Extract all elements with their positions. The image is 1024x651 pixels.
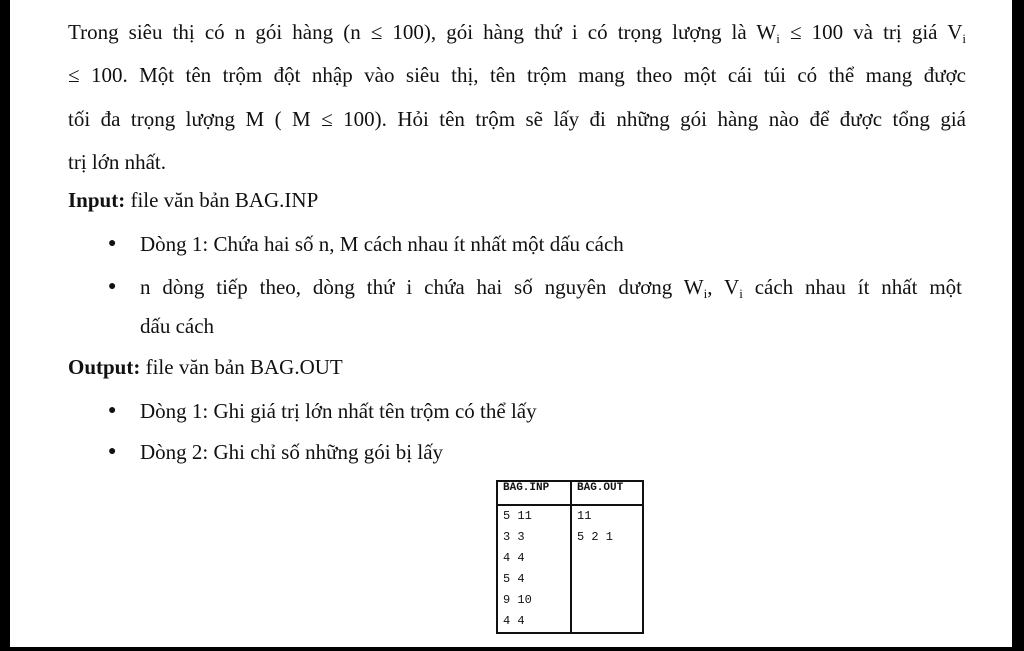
table-row — [497, 527, 643, 548]
out-cell — [571, 590, 643, 611]
document-page — [10, 0, 1012, 647]
problem-line-4: trị lớn nhất. — [68, 150, 167, 174]
output-heading: Output: file văn bản BAG.OUT — [68, 355, 343, 379]
out-cell — [571, 569, 643, 590]
bullet-icon: ● — [108, 279, 117, 294]
table-row — [497, 611, 643, 633]
table-row — [497, 548, 643, 569]
header-bag-inp: BAG.INP — [497, 481, 571, 505]
output-bullet-2: Dòng 2: Ghi chỉ số những gói bị lấy — [140, 440, 444, 464]
inp-cell: 5 4 — [497, 569, 571, 590]
out-cell — [571, 548, 643, 569]
output-bullet-1: Dòng 1: Ghi giá trị lớn nhất tên trộm có thể lấy — [140, 399, 537, 423]
inp-cell: 9 10 — [497, 590, 571, 611]
table-header-row — [497, 481, 643, 505]
header-bag-out: BAG.OUT — [571, 481, 643, 505]
out-cell: 11 — [571, 505, 643, 527]
inp-cell: 4 4 — [497, 548, 571, 569]
table-row — [497, 505, 643, 527]
bullet-icon: ● — [108, 444, 117, 459]
input-heading: Input: file văn bản BAG.INP — [68, 188, 319, 212]
bullet-icon: ● — [108, 236, 117, 251]
input-bullet-2-cont: dấu cách — [140, 314, 215, 338]
problem-line-3: tối đa trọng lượng M ( M ≤ 100). Hỏi tên trộm sẽ lấy đi những gói hàng nào để được tổng giá — [68, 107, 966, 131]
out-cell: 5 2 1 — [571, 527, 643, 548]
output-label: Output: — [68, 355, 141, 379]
input-label: Input: — [68, 188, 126, 212]
inp-cell: 4 4 — [497, 611, 571, 633]
problem-line-1: Trong siêu thị có n gói hàng (n ≤ 100), gói hàng thứ i có trọng lượng là $W_i \le 100$ và trị giá $V_i$ — [68, 20, 967, 46]
bullet-icon: ● — [108, 403, 117, 418]
example-io-table — [496, 480, 644, 634]
table-row — [497, 590, 643, 611]
input-bullet-2: n dòng tiếp theo, dòng thứ i chứa hai số nguyên dương $W_i$, $V_i$ cách nhau ít nhất một — [140, 275, 962, 301]
out-cell — [571, 611, 643, 633]
problem-line-2: ≤ 100. Một tên trộm đột nhập vào siêu thị, tên trộm mang theo một cái túi có thể mang được — [68, 63, 966, 87]
inp-cell: 3 3 — [497, 527, 571, 548]
input-bullet-1: Dòng 1: Chứa hai số n, M cách nhau ít nhất một dấu cách — [140, 232, 624, 256]
inp-cell: 5 11 — [497, 505, 571, 527]
table-row — [497, 569, 643, 590]
